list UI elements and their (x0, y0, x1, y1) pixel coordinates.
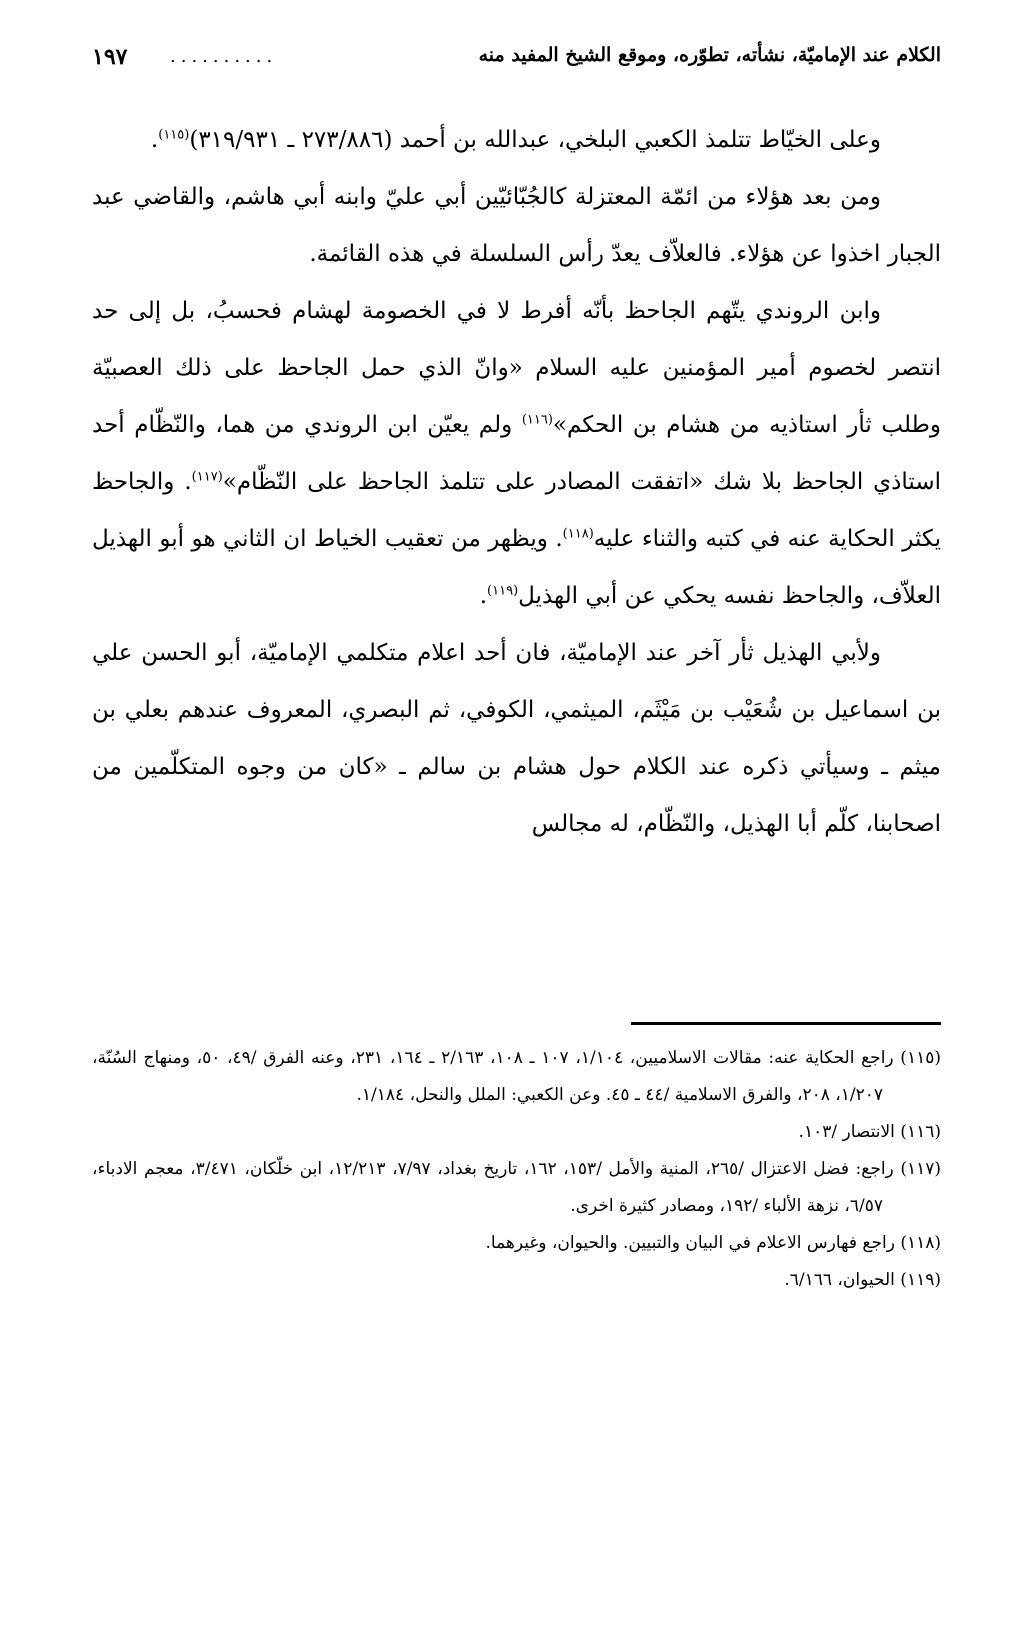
footnote-ref-119: (١١٩) (487, 583, 519, 599)
main-text (92, 112, 941, 853)
footnote-116: (١١٦) الانتصار /١٠٣. (798, 1122, 941, 1142)
footnote-ref-115: (١١٥) (158, 127, 190, 143)
footnote-ref-116: (١١٦) (521, 412, 553, 428)
footnote-ref-118: (١١٨) (562, 526, 594, 542)
footnote-separator (631, 1022, 941, 1025)
paragraph-3: وابن الروندي يتّهم الجاحظ بأنّه أفرط لا في الخصومة لهشام فحسبُ، بل إلى حد انتصر لخصوم أمير المؤمنين عليه السلام «وانّ الذي حمل الجاحظ على ذلك العصبيّة وطلب ثأر استاذيه من هشام بن الحكم»$^{(١١٦)}$ ولم يعيّن ابن الروندي من هما، والنّظّام أحد استاذي الجاحظ بلا شك «اتفقت المصادر على تتلمذ الجاحظ على النّظّام»$^{(١١٧)}$. والجاحظ يكثر الحكاية عنه في كتبه والثناء عليه$^{(١١٨)}$. ويظهر من تعقيب الخياط ان الثاني هو أبو الهذيل العلاّف، والجاحظ نفسه يحكي عن أبي الهذيل$^{(١١٩)}$. (92, 298, 942, 609)
footnote-117: (١١٧) راجع: فضل الاعتزال /٢٦٥، المنية والأمل /١٥٣، ١٦٢، تاريخ بغداد، ٧/٩٧، ١٢/٢١٣، ابن خلّكان، ٣/٤٧١، معجم الادباء، ٦/٥٧، نزهة الألباء /١٩٢، ومصادر كثيرة اخرى. (92, 1159, 941, 1216)
page-number: ١٩٧ (92, 44, 128, 70)
running-header (92, 44, 941, 84)
paragraph-2: ومن بعد هؤلاء من ائمّة المعتزلة كالجُبّائيّين أبي عليّ وابنه أبي هاشم، والقاضي عبد الجبار اخذوا عن هؤلاء. فالعلاّف يعدّ رأس السلسلة في هذه القائمة. (92, 184, 941, 267)
footnote-119: (١١٩) الحيوان، ٦/١٦٦. (784, 1270, 941, 1290)
footnote-118: (١١٨) راجع فهارس الاعلام في البيان والتبيين. والحيوان، وغيرهما. (485, 1233, 941, 1253)
paragraph-4: ولأبي الهذيل ثأر آخر عند الإماميّة، فان أحد اعلام متكلمي الإماميّة، أبو الحسن علي بن اسماعيل بن شُعَيْب بن مَيْثَم، الميثمي، الكوفي، ثم البصري، المعروف عندهم بعلي بن ميثم ـ وسيأتي ذكره عند الكلام حول هشام بن سالم ـ «كان من وجوه المتكلّمين من اصحابنا، كلّم أبا الهذيل، والنّظّام، له مجالس (92, 640, 941, 837)
header-leader-dots: .......... (170, 46, 278, 67)
header-title: الكلام عند الإماميّة، نشأته، تطوّره، وموقع الشيخ المفيد منه (478, 44, 941, 66)
footnote-115: (١١٥) راجع الحكاية عنه: مقالات الاسلاميين، ١/١٠٤، ١٠٧ ـ ١٠٨، ٢/١٦٣ ـ ١٦٤، ٢٣١، وعنه الفرق /٤٩، ٥٠، ومنهاج السُنّة، ١/٢٠٧، ٢٠٨، والفرق الاسلامية /٤٤ ـ ٤٥. وعن الكعبي: الملل والنحل، ١/١٨٤. (92, 1048, 941, 1105)
footnote-ref-117: (١١٧) (191, 469, 223, 485)
footnotes (92, 1040, 941, 1299)
paragraph-1: وعلى الخيّاط تتلمذ الكعبي البلخي، عبدالله بن أحمد (٢٧٣/٨٨٦ ـ ٣١٩/٩٣١)$^{(١١٥)}$. (150, 127, 881, 153)
